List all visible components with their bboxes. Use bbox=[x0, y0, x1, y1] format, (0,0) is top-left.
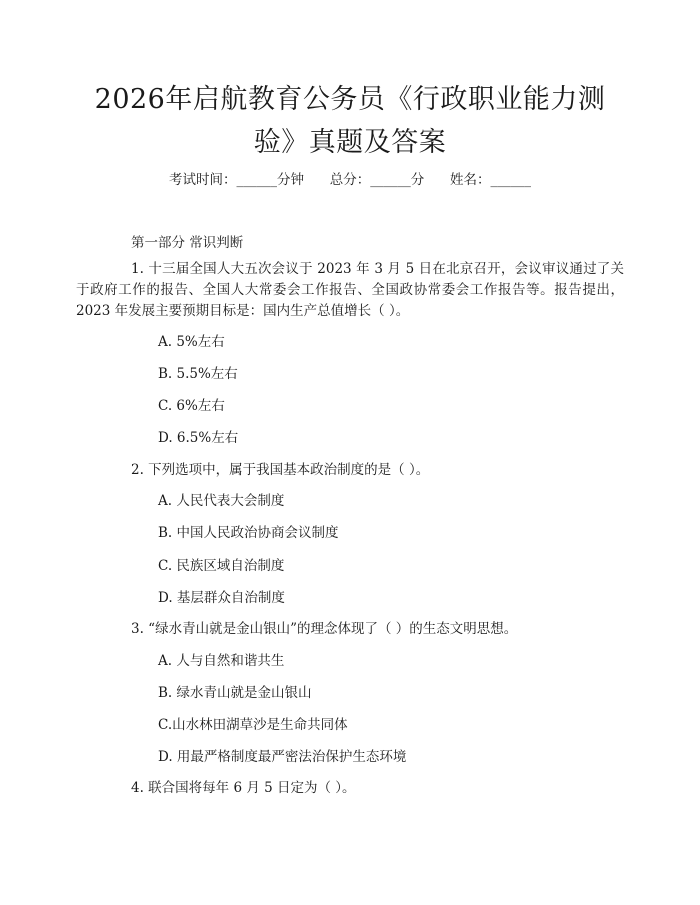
question-2-option-a: A. 人民代表大会制度 bbox=[158, 493, 285, 509]
section-title: 第一部分 常识判断 bbox=[131, 235, 244, 251]
question-3-stem: 3. “绿水青山就是金山银山”的理念体现了（ ）的生态文明思想。 bbox=[131, 621, 518, 637]
question-2-option-d: D. 基层群众自治制度 bbox=[158, 590, 285, 606]
title-line-1: 2026年启航教育公务员《行政职业能力测 bbox=[94, 84, 606, 115]
question-1-option-b: B. 5.5%左右 bbox=[158, 366, 238, 382]
exam-info: 考试时间：______分钟 总分：______分 姓名：______ bbox=[169, 172, 531, 188]
question-1-stem: 1. 十三届全国人大五次会议于 2023 年 3 月 5 日在北京召开，会议审议通过了关于政府工作的报告、全国人大常委会工作报告、全国政协常委会工作报告等。报告提出，2023 年发展主要预期目标是：国内生产总值增长（ ）。 bbox=[76, 261, 624, 319]
question-3-option-c: C.山水林田湖草沙是生命共同体 bbox=[158, 717, 348, 733]
question-4-stem: 4. 联合国将每年 6 月 5 日定为（ ）。 bbox=[131, 780, 356, 796]
question-2-option-c: C. 民族区域自治制度 bbox=[158, 558, 285, 574]
title-line-2: 验》真题及答案 bbox=[253, 127, 447, 158]
question-2-option-b: B. 中国人民政治协商会议制度 bbox=[158, 525, 339, 541]
question-1-option-a: A. 5%左右 bbox=[158, 334, 225, 350]
question-1-option-d: D. 6.5%左右 bbox=[158, 430, 239, 446]
question-3-option-d: D. 用最严格制度最严密法治保护生态环境 bbox=[158, 749, 407, 765]
question-1-option-c: C. 6%左右 bbox=[158, 398, 225, 414]
question-3-option-b: B. 绿水青山就是金山银山 bbox=[158, 685, 312, 701]
question-3-option-a: A. 人与自然和谐共生 bbox=[158, 653, 285, 669]
document-title bbox=[60, 78, 640, 164]
question-2-stem: 2. 下列选项中，属于我国基本政治制度的是（ ）。 bbox=[131, 462, 430, 478]
